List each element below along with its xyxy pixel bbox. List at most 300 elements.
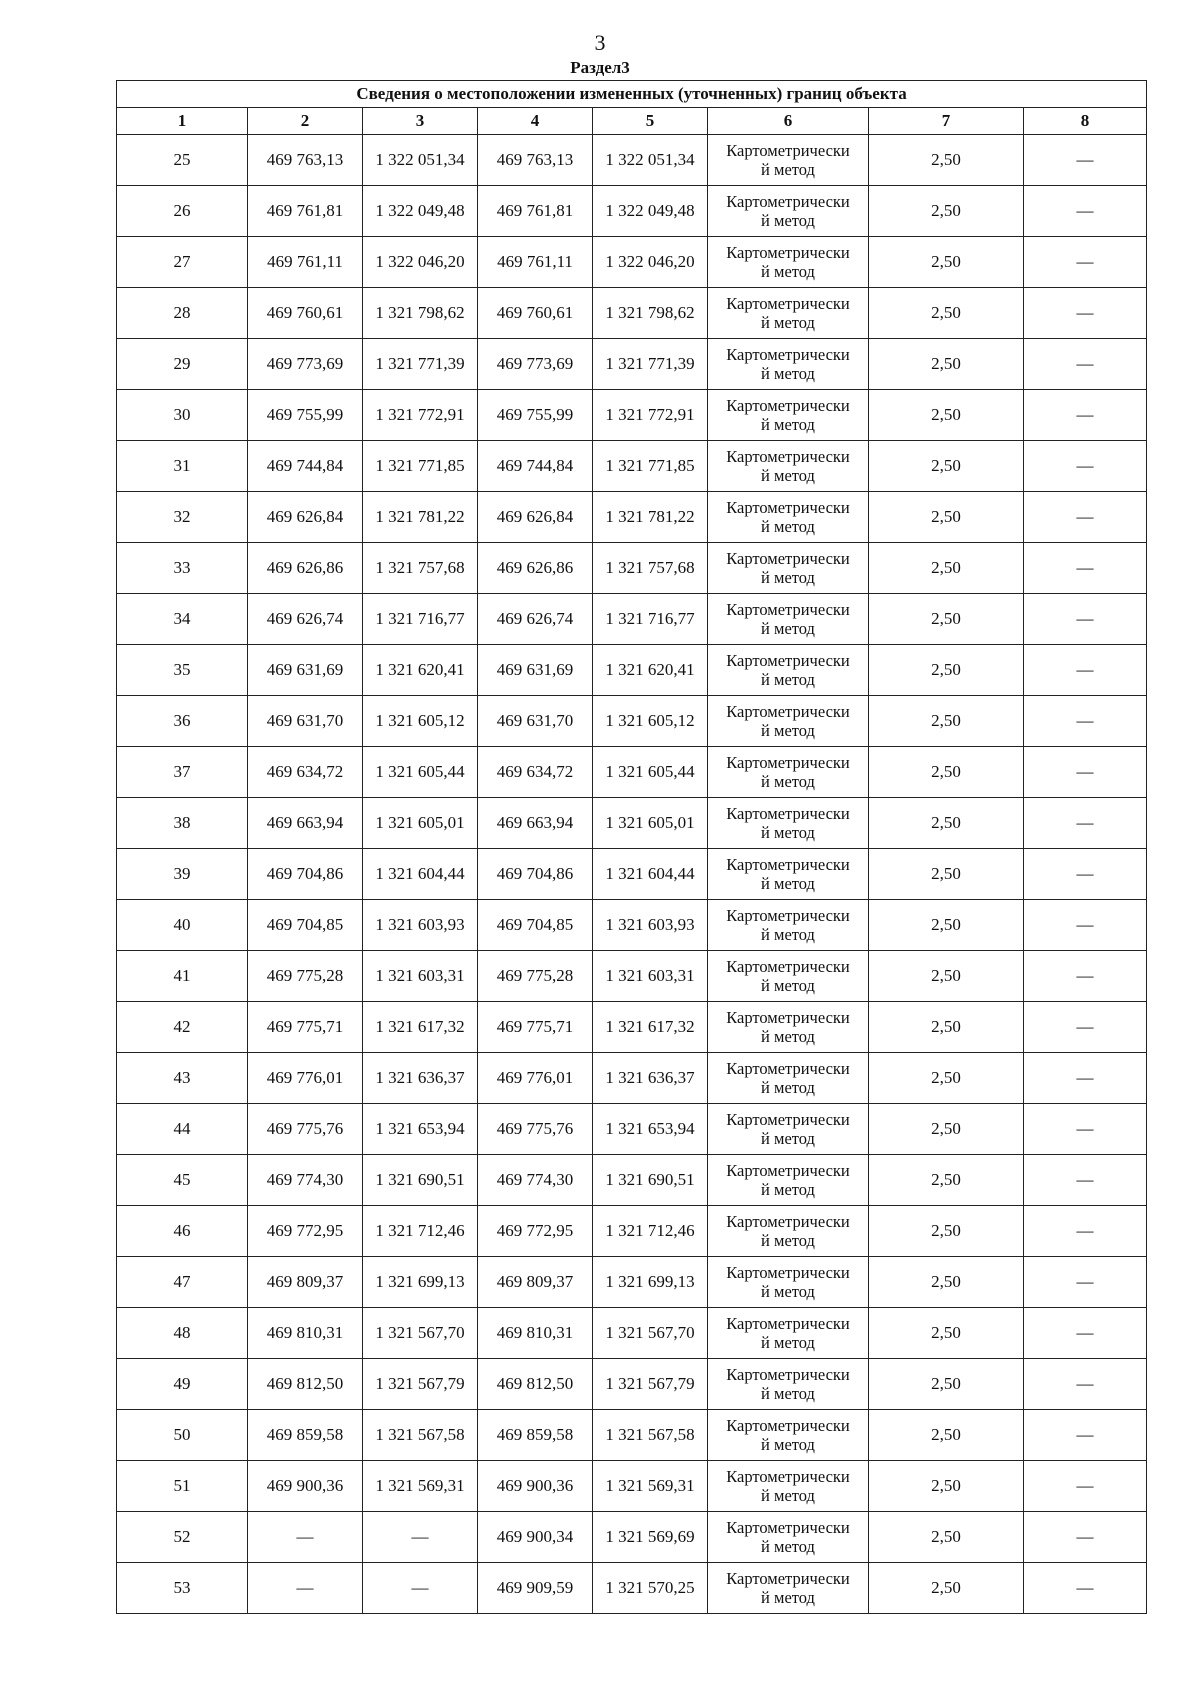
table-row	[117, 594, 1147, 645]
accuracy-cell: 2,50	[869, 747, 1024, 798]
column-header-row	[117, 108, 1147, 135]
page-number: 3	[594, 30, 606, 55]
y-existing-cell: 1 321 604,44	[363, 849, 478, 900]
method-line-1: Картометрически	[726, 600, 850, 619]
x-new-cell: 469 626,74	[478, 594, 593, 645]
method-cell	[708, 390, 869, 441]
y-existing-cell: 1 321 605,44	[363, 747, 478, 798]
accuracy-cell: 2,50	[869, 1563, 1024, 1614]
table-row	[117, 1563, 1147, 1614]
y-new-cell: 1 321 757,68	[593, 543, 708, 594]
x-new-cell: 469 900,36	[478, 1461, 593, 1512]
point-number-cell: 52	[117, 1512, 248, 1563]
x-new-cell: 469 634,72	[478, 747, 593, 798]
x-existing-cell: 469 760,61	[248, 288, 363, 339]
x-existing-cell: 469 810,31	[248, 1308, 363, 1359]
y-new-cell: 1 322 051,34	[593, 135, 708, 186]
method-line-2: й метод	[761, 1231, 815, 1250]
y-existing-cell: 1 322 049,48	[363, 186, 478, 237]
y-new-cell: 1 321 569,31	[593, 1461, 708, 1512]
description-cell: —	[1024, 441, 1147, 492]
table-row	[117, 1359, 1147, 1410]
method-line-1: Картометрически	[726, 1518, 850, 1537]
x-existing-cell: 469 763,13	[248, 135, 363, 186]
y-new-cell: 1 321 690,51	[593, 1155, 708, 1206]
table-row	[117, 135, 1147, 186]
method-line-1: Картометрически	[726, 498, 850, 517]
table-row	[117, 1308, 1147, 1359]
method-cell	[708, 492, 869, 543]
point-number-cell: 44	[117, 1104, 248, 1155]
method-cell	[708, 339, 869, 390]
description-cell: —	[1024, 1461, 1147, 1512]
method-line-2: й метод	[761, 160, 815, 179]
y-existing-cell: 1 321 781,22	[363, 492, 478, 543]
method-cell	[708, 900, 869, 951]
y-new-cell: 1 321 567,79	[593, 1359, 708, 1410]
x-new-cell: 469 773,69	[478, 339, 593, 390]
table-row	[117, 441, 1147, 492]
method-cell	[708, 747, 869, 798]
y-new-cell: 1 321 781,22	[593, 492, 708, 543]
x-new-cell: 469 704,85	[478, 900, 593, 951]
method-line-1: Картометрически	[726, 855, 850, 874]
accuracy-cell: 2,50	[869, 339, 1024, 390]
column-header-6: 6	[708, 108, 869, 135]
y-new-cell: 1 321 716,77	[593, 594, 708, 645]
method-line-2: й метод	[761, 1129, 815, 1148]
y-new-cell: 1 321 567,58	[593, 1410, 708, 1461]
table-row	[117, 1512, 1147, 1563]
x-new-cell: 469 775,28	[478, 951, 593, 1002]
x-new-cell: 469 909,59	[478, 1563, 593, 1614]
y-new-cell: 1 321 617,32	[593, 1002, 708, 1053]
x-new-cell: 469 626,86	[478, 543, 593, 594]
method-line-2: й метод	[761, 1384, 815, 1403]
point-number-cell: 47	[117, 1257, 248, 1308]
accuracy-cell: 2,50	[869, 1206, 1024, 1257]
method-cell	[708, 1104, 869, 1155]
column-header-8: 8	[1024, 108, 1147, 135]
y-new-cell: 1 321 570,25	[593, 1563, 708, 1614]
description-cell: —	[1024, 339, 1147, 390]
method-cell	[708, 186, 869, 237]
accuracy-cell: 2,50	[869, 186, 1024, 237]
point-number-cell: 26	[117, 186, 248, 237]
y-existing-cell: 1 321 567,79	[363, 1359, 478, 1410]
y-existing-cell: 1 321 772,91	[363, 390, 478, 441]
x-existing-cell: 469 772,95	[248, 1206, 363, 1257]
table-row	[117, 1155, 1147, 1206]
x-new-cell: 469 776,01	[478, 1053, 593, 1104]
table-row	[117, 747, 1147, 798]
x-new-cell: 469 763,13	[478, 135, 593, 186]
x-existing-cell: 469 773,69	[248, 339, 363, 390]
x-new-cell: 469 859,58	[478, 1410, 593, 1461]
x-existing-cell: —	[248, 1512, 363, 1563]
method-line-2: й метод	[761, 313, 815, 332]
y-new-cell: 1 321 605,12	[593, 696, 708, 747]
column-header-1: 1	[117, 108, 248, 135]
x-existing-cell: 469 776,01	[248, 1053, 363, 1104]
method-line-2: й метод	[761, 1027, 815, 1046]
x-existing-cell: 469 755,99	[248, 390, 363, 441]
y-new-cell: 1 321 604,44	[593, 849, 708, 900]
y-new-cell: 1 321 712,46	[593, 1206, 708, 1257]
x-existing-cell: 469 631,70	[248, 696, 363, 747]
y-existing-cell: 1 321 620,41	[363, 645, 478, 696]
method-line-1: Картометрически	[726, 243, 850, 262]
y-new-cell: 1 321 798,62	[593, 288, 708, 339]
method-cell	[708, 1002, 869, 1053]
method-line-1: Картометрически	[726, 1059, 850, 1078]
point-number-cell: 49	[117, 1359, 248, 1410]
method-line-1: Картометрически	[726, 1365, 850, 1384]
point-number-cell: 48	[117, 1308, 248, 1359]
x-new-cell: 469 744,84	[478, 441, 593, 492]
y-new-cell: 1 321 605,44	[593, 747, 708, 798]
y-existing-cell: 1 321 603,93	[363, 900, 478, 951]
point-number-cell: 28	[117, 288, 248, 339]
x-existing-cell: 469 631,69	[248, 645, 363, 696]
description-cell: —	[1024, 1155, 1147, 1206]
table-row	[117, 849, 1147, 900]
table-row	[117, 186, 1147, 237]
method-line-2: й метод	[761, 1282, 815, 1301]
column-header-7: 7	[869, 108, 1024, 135]
accuracy-cell: 2,50	[869, 849, 1024, 900]
description-cell: —	[1024, 1002, 1147, 1053]
y-existing-cell: 1 321 712,46	[363, 1206, 478, 1257]
method-line-1: Картометрически	[726, 1416, 850, 1435]
y-new-cell: 1 321 603,31	[593, 951, 708, 1002]
point-number-cell: 38	[117, 798, 248, 849]
x-new-cell: 469 810,31	[478, 1308, 593, 1359]
method-line-1: Картометрически	[726, 1467, 850, 1486]
method-cell	[708, 1563, 869, 1614]
method-line-1: Картометрически	[726, 1569, 850, 1588]
method-line-2: й метод	[761, 568, 815, 587]
description-cell: —	[1024, 1053, 1147, 1104]
column-header-3: 3	[363, 108, 478, 135]
method-line-2: й метод	[761, 1588, 815, 1607]
method-cell	[708, 288, 869, 339]
point-number-cell: 30	[117, 390, 248, 441]
y-existing-cell: 1 321 617,32	[363, 1002, 478, 1053]
description-cell: —	[1024, 288, 1147, 339]
x-new-cell: 469 626,84	[478, 492, 593, 543]
accuracy-cell: 2,50	[869, 594, 1024, 645]
method-line-1: Картометрически	[726, 1110, 850, 1129]
method-cell	[708, 135, 869, 186]
x-existing-cell: 469 626,74	[248, 594, 363, 645]
point-number-cell: 33	[117, 543, 248, 594]
x-existing-cell: —	[248, 1563, 363, 1614]
method-line-1: Картометрически	[726, 549, 850, 568]
x-existing-cell: 469 859,58	[248, 1410, 363, 1461]
x-new-cell: 469 772,95	[478, 1206, 593, 1257]
point-number-cell: 31	[117, 441, 248, 492]
table-row	[117, 543, 1147, 594]
point-number-cell: 45	[117, 1155, 248, 1206]
x-existing-cell: 469 809,37	[248, 1257, 363, 1308]
table-row	[117, 1206, 1147, 1257]
x-existing-cell: 469 626,86	[248, 543, 363, 594]
method-cell	[708, 1206, 869, 1257]
accuracy-cell: 2,50	[869, 900, 1024, 951]
y-existing-cell: 1 322 046,20	[363, 237, 478, 288]
x-new-cell: 469 900,34	[478, 1512, 593, 1563]
accuracy-cell: 2,50	[869, 390, 1024, 441]
accuracy-cell: 2,50	[869, 441, 1024, 492]
method-line-1: Картометрически	[726, 1161, 850, 1180]
accuracy-cell: 2,50	[869, 1308, 1024, 1359]
y-new-cell: 1 321 771,85	[593, 441, 708, 492]
accuracy-cell: 2,50	[869, 1104, 1024, 1155]
table-row	[117, 339, 1147, 390]
x-new-cell: 469 761,81	[478, 186, 593, 237]
x-existing-cell: 469 663,94	[248, 798, 363, 849]
method-cell	[708, 1512, 869, 1563]
x-existing-cell: 469 812,50	[248, 1359, 363, 1410]
column-header-5: 5	[593, 108, 708, 135]
y-new-cell: 1 321 771,39	[593, 339, 708, 390]
x-existing-cell: 469 775,76	[248, 1104, 363, 1155]
table-body	[117, 135, 1147, 1614]
y-existing-cell: 1 321 798,62	[363, 288, 478, 339]
point-number-cell: 41	[117, 951, 248, 1002]
y-existing-cell: 1 322 051,34	[363, 135, 478, 186]
table-row	[117, 1053, 1147, 1104]
table-row	[117, 696, 1147, 747]
method-line-1: Картометрически	[726, 1263, 850, 1282]
accuracy-cell: 2,50	[869, 492, 1024, 543]
accuracy-cell: 2,50	[869, 696, 1024, 747]
description-cell: —	[1024, 543, 1147, 594]
description-cell: —	[1024, 696, 1147, 747]
method-cell	[708, 645, 869, 696]
y-existing-cell: —	[363, 1563, 478, 1614]
method-cell	[708, 1257, 869, 1308]
method-cell	[708, 594, 869, 645]
method-line-2: й метод	[761, 670, 815, 689]
description-cell: —	[1024, 390, 1147, 441]
x-new-cell: 469 761,11	[478, 237, 593, 288]
x-existing-cell: 469 761,11	[248, 237, 363, 288]
method-cell	[708, 1308, 869, 1359]
method-cell	[708, 1053, 869, 1104]
method-line-2: й метод	[761, 262, 815, 281]
accuracy-cell: 2,50	[869, 1512, 1024, 1563]
y-existing-cell: 1 321 716,77	[363, 594, 478, 645]
y-new-cell: 1 321 653,94	[593, 1104, 708, 1155]
x-existing-cell: 469 761,81	[248, 186, 363, 237]
method-cell	[708, 1155, 869, 1206]
x-new-cell: 469 775,76	[478, 1104, 593, 1155]
y-new-cell: 1 322 046,20	[593, 237, 708, 288]
y-new-cell: 1 321 772,91	[593, 390, 708, 441]
description-cell: —	[1024, 951, 1147, 1002]
method-line-2: й метод	[761, 1486, 815, 1505]
accuracy-cell: 2,50	[869, 1461, 1024, 1512]
method-line-2: й метод	[761, 466, 815, 485]
method-cell	[708, 1359, 869, 1410]
y-existing-cell: 1 321 567,58	[363, 1410, 478, 1461]
x-new-cell: 469 760,61	[478, 288, 593, 339]
method-line-2: й метод	[761, 211, 815, 230]
description-cell: —	[1024, 645, 1147, 696]
point-number-cell: 32	[117, 492, 248, 543]
y-existing-cell: 1 321 636,37	[363, 1053, 478, 1104]
method-line-2: й метод	[761, 364, 815, 383]
method-line-1: Картометрически	[726, 651, 850, 670]
description-cell: —	[1024, 1104, 1147, 1155]
point-number-cell: 51	[117, 1461, 248, 1512]
table-row	[117, 1104, 1147, 1155]
accuracy-cell: 2,50	[869, 543, 1024, 594]
x-new-cell: 469 631,70	[478, 696, 593, 747]
y-new-cell: 1 321 569,69	[593, 1512, 708, 1563]
table-row	[117, 1410, 1147, 1461]
description-cell: —	[1024, 237, 1147, 288]
y-existing-cell: 1 321 690,51	[363, 1155, 478, 1206]
x-new-cell: 469 631,69	[478, 645, 593, 696]
point-number-cell: 25	[117, 135, 248, 186]
method-cell	[708, 543, 869, 594]
table-row	[117, 492, 1147, 543]
description-cell: —	[1024, 900, 1147, 951]
x-new-cell: 469 775,71	[478, 1002, 593, 1053]
accuracy-cell: 2,50	[869, 1257, 1024, 1308]
x-existing-cell: 469 744,84	[248, 441, 363, 492]
x-new-cell: 469 809,37	[478, 1257, 593, 1308]
y-existing-cell: —	[363, 1512, 478, 1563]
method-line-1: Картометрически	[726, 141, 850, 160]
method-line-1: Картометрически	[726, 1008, 850, 1027]
accuracy-cell: 2,50	[869, 951, 1024, 1002]
accuracy-cell: 2,50	[869, 237, 1024, 288]
y-existing-cell: 1 321 699,13	[363, 1257, 478, 1308]
table-row	[117, 951, 1147, 1002]
point-number-cell: 34	[117, 594, 248, 645]
x-existing-cell: 469 775,28	[248, 951, 363, 1002]
method-line-1: Картометрически	[726, 396, 850, 415]
x-new-cell: 469 774,30	[478, 1155, 593, 1206]
method-line-1: Картометрически	[726, 1212, 850, 1231]
section-title: Раздел3	[570, 58, 630, 77]
method-cell	[708, 849, 869, 900]
point-number-cell: 40	[117, 900, 248, 951]
method-line-2: й метод	[761, 721, 815, 740]
method-line-1: Картометрически	[726, 957, 850, 976]
method-cell	[708, 237, 869, 288]
method-line-1: Картометрически	[726, 345, 850, 364]
accuracy-cell: 2,50	[869, 798, 1024, 849]
y-existing-cell: 1 321 605,12	[363, 696, 478, 747]
description-cell: —	[1024, 594, 1147, 645]
method-line-2: й метод	[761, 823, 815, 842]
method-cell	[708, 1461, 869, 1512]
accuracy-cell: 2,50	[869, 135, 1024, 186]
point-number-cell: 42	[117, 1002, 248, 1053]
description-cell: —	[1024, 492, 1147, 543]
point-number-cell: 37	[117, 747, 248, 798]
method-line-1: Картометрически	[726, 702, 850, 721]
y-new-cell: 1 321 603,93	[593, 900, 708, 951]
y-new-cell: 1 321 636,37	[593, 1053, 708, 1104]
point-number-cell: 53	[117, 1563, 248, 1614]
method-cell	[708, 1410, 869, 1461]
description-cell: —	[1024, 1359, 1147, 1410]
description-cell: —	[1024, 798, 1147, 849]
method-cell	[708, 696, 869, 747]
method-line-1: Картометрически	[726, 804, 850, 823]
accuracy-cell: 2,50	[869, 1359, 1024, 1410]
column-header-2: 2	[248, 108, 363, 135]
column-header-4: 4	[478, 108, 593, 135]
coordinates-table	[116, 80, 1147, 1614]
x-existing-cell: 469 634,72	[248, 747, 363, 798]
table-row	[117, 1257, 1147, 1308]
table-row	[117, 645, 1147, 696]
x-existing-cell: 469 775,71	[248, 1002, 363, 1053]
method-line-2: й метод	[761, 415, 815, 434]
method-line-1: Картометрически	[726, 294, 850, 313]
y-existing-cell: 1 321 605,01	[363, 798, 478, 849]
y-new-cell: 1 321 620,41	[593, 645, 708, 696]
point-number-cell: 27	[117, 237, 248, 288]
method-line-2: й метод	[761, 925, 815, 944]
description-cell: —	[1024, 1206, 1147, 1257]
y-existing-cell: 1 321 653,94	[363, 1104, 478, 1155]
accuracy-cell: 2,50	[869, 1410, 1024, 1461]
x-existing-cell: 469 774,30	[248, 1155, 363, 1206]
accuracy-cell: 2,50	[869, 288, 1024, 339]
y-existing-cell: 1 321 569,31	[363, 1461, 478, 1512]
method-cell	[708, 951, 869, 1002]
description-cell: —	[1024, 135, 1147, 186]
y-existing-cell: 1 321 757,68	[363, 543, 478, 594]
point-number-cell: 35	[117, 645, 248, 696]
description-cell: —	[1024, 1308, 1147, 1359]
method-line-2: й метод	[761, 1435, 815, 1454]
accuracy-cell: 2,50	[869, 1155, 1024, 1206]
point-number-cell: 39	[117, 849, 248, 900]
x-new-cell: 469 812,50	[478, 1359, 593, 1410]
description-cell: —	[1024, 1512, 1147, 1563]
x-existing-cell: 469 704,86	[248, 849, 363, 900]
method-line-2: й метод	[761, 517, 815, 536]
method-line-1: Картометрически	[726, 447, 850, 466]
x-existing-cell: 469 900,36	[248, 1461, 363, 1512]
table-row	[117, 237, 1147, 288]
table-row	[117, 390, 1147, 441]
x-existing-cell: 469 626,84	[248, 492, 363, 543]
method-line-2: й метод	[761, 1078, 815, 1097]
x-new-cell: 469 663,94	[478, 798, 593, 849]
y-new-cell: 1 321 605,01	[593, 798, 708, 849]
y-new-cell: 1 321 699,13	[593, 1257, 708, 1308]
table-row	[117, 1002, 1147, 1053]
description-cell: —	[1024, 1257, 1147, 1308]
method-line-1: Картометрически	[726, 906, 850, 925]
table-row	[117, 798, 1147, 849]
description-cell: —	[1024, 849, 1147, 900]
method-line-2: й метод	[761, 619, 815, 638]
y-existing-cell: 1 321 567,70	[363, 1308, 478, 1359]
method-line-2: й метод	[761, 1333, 815, 1352]
accuracy-cell: 2,50	[869, 645, 1024, 696]
